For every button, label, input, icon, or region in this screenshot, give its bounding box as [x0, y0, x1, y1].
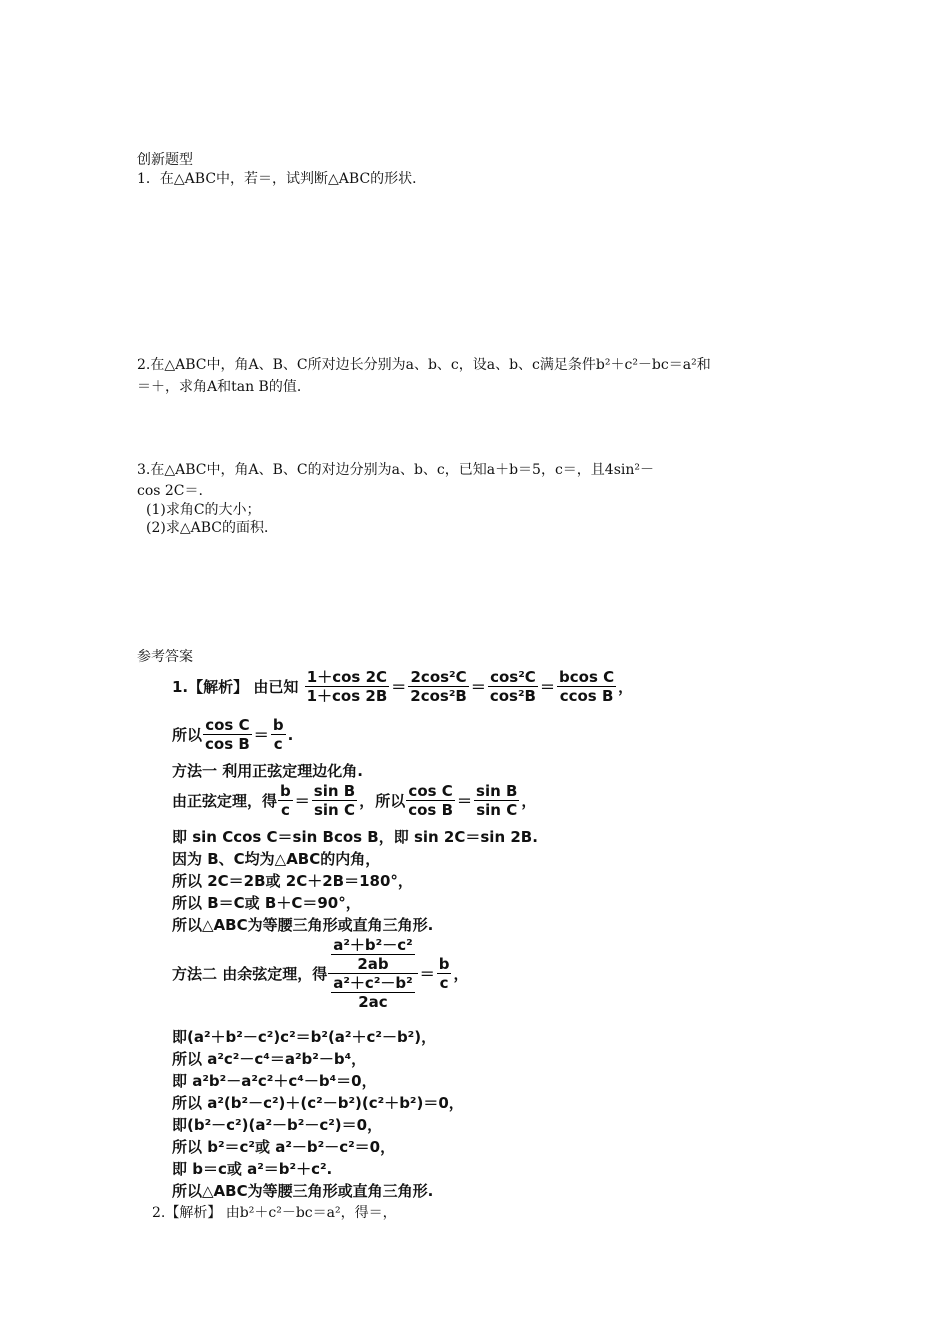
method-2-line-1: 方法二 由余弦定理，得 $\frac{\frac{\text{a²＋b²－c²}}{2ab}}{\frac{\text{a²＋c²－b²}}{2ac}}$ ＝ $\frac{b}{c}$ ， — [172, 936, 469, 1011]
method-1-line-3: 因为 B、C均为△ABC的内角， — [172, 850, 381, 868]
method-1-title: 方法一 利用正弦定理边化角. — [172, 762, 363, 780]
section-heading: 创新题型 — [137, 152, 193, 168]
method-2-line-7: 所以 b²＝c²或 a²－b²－c²＝0， — [172, 1138, 396, 1156]
fraction: $\frac{\text{2cos²C}}{\text{2cos²B}}$ — [410, 668, 467, 705]
method-1-line-1: 由正弦定理，得 $\frac{b}{c}$ ＝ $\frac{\text{sin B}}{\text{sin C}}$ ，所以 $\frac{\text{cos C}}{\text{cos B}}$ ＝ $\frac{\text{sin B}}{\text{sin C}}$ ， — [172, 782, 537, 819]
answer-2: 2.【解析】 由b²＋c²－bc＝a²，得＝， — [152, 1205, 397, 1221]
compound-fraction: $\frac{\frac{\text{a²＋b²－c²}}{2ab}}{\frac{\text{a²＋c²－b²}}{2ac}}$ — [328, 936, 417, 1011]
answer-1-line-1: 1.【解析】 由已知 $\frac{1+\cos 2C}{1+\cos 2B}$ ＝ $\frac{\text{2cos²C}}{\text{2cos²B}}$ ＝ $\frac{\text{cos²C}}{\text{cos²B}}$ ＝ $\frac{\text{bcos C}}{\text{ccos B}}$ ， — [172, 668, 634, 705]
fraction: $\frac{\text{cos²C}}{\text{cos²B}}$ — [489, 668, 536, 705]
method-1-line-6: 所以△ABC为等腰三角形或直角三角形. — [172, 916, 434, 934]
question-3-line-2: cos 2C＝. — [137, 483, 203, 499]
question-3-part-1: (1)求角C的大小； — [146, 502, 261, 518]
method-2-line-5: 所以 a²(b²－c²)＋(c²－b²)(c²＋b²)＝0， — [172, 1094, 464, 1112]
answers-heading: 参考答案 — [137, 649, 193, 665]
answer-1-lead: 1.【解析】 由已知 — [172, 678, 299, 696]
method-2-line-9: 所以△ABC为等腰三角形或直角三角形. — [172, 1182, 434, 1200]
method-1-line-2: 即 sin Ccos C＝sin Bcos B，即 sin 2C＝sin 2B. — [172, 828, 538, 846]
method-2-line-2: 即(a²＋b²－c²)c²＝b²(a²＋c²－b²)， — [172, 1028, 437, 1046]
method-1-line-5: 所以 B＝C或 B＋C＝90°， — [172, 894, 361, 912]
answer-1-line-2: 所以 $\frac{\text{cos C}}{\text{cos B}}$ ＝ $\frac{b}{c}$ . — [172, 716, 294, 753]
question-2-line-2: ＝＋，求角A和tan B的值． — [137, 379, 311, 395]
method-1-line-4: 所以 2C＝2B或 2C＋2B＝180°， — [172, 872, 413, 890]
method-2-line-3: 所以 a²c²－c⁴＝a²b²－b⁴， — [172, 1050, 367, 1068]
question-3-part-2: (2)求△ABC的面积． — [146, 520, 278, 536]
method-2-line-8: 即 b＝c或 a²＝b²＋c². — [172, 1160, 333, 1178]
fraction: $\frac{1+\cos 2C}{1+\cos 2B}$ — [306, 668, 388, 705]
fraction: $\frac{\text{bcos C}}{\text{ccos B}}$ — [559, 668, 615, 705]
question-1: 1．在△ABC中，若＝，试判断△ABC的形状． — [137, 171, 427, 187]
method-2-line-4: 即 a²b²－a²c²＋c⁴－b⁴＝0， — [172, 1072, 377, 1090]
method-2-line-6: 即(b²－c²)(a²－b²－c²)＝0， — [172, 1116, 383, 1134]
question-3-line-1: 3.在△ABC中，角A、B、C的对边分别为a、b、c，已知a＋b＝5，c＝，且4sin²－ — [137, 462, 655, 478]
question-2-line-1: 2.在△ABC中，角A、B、C所对边长分别为a、b、c，设a、b、c满足条件b²＋c²－bc＝a²和 — [137, 357, 711, 373]
